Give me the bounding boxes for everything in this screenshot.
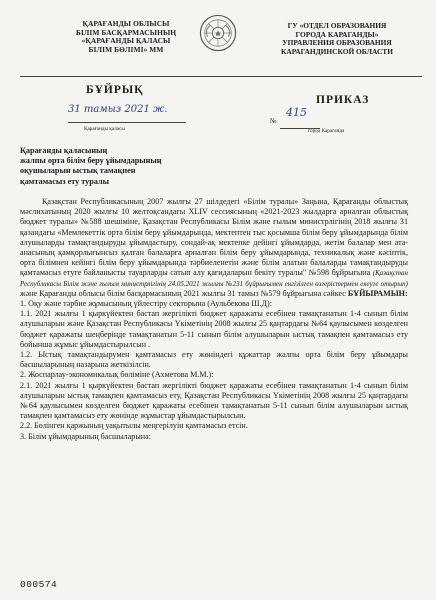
org-name-russian — [258, 22, 416, 56]
subject-line: қамтамасыз ету туралы — [20, 176, 109, 186]
subject-line: Қарағанды қаласының — [20, 146, 108, 155]
org-line: БІЛІМ БАСҚАРМАСЫНЫҢ — [75, 27, 177, 37]
list-item: 1. Оқу және тәрбие жұмысының үйлестіру секторына (Аульбекова Ш.Д): — [20, 299, 272, 309]
amendment-note: (Қазақстан Республикасы Білім және ғылым министрлігінің 24.05.2021 жылғы №231 бұйрығымен енгізілген өзгерістермен екеуге отырып) — [20, 269, 408, 288]
list-item: 1.1. 2021 жылғы 1 қыркүйектен бастап жергілікті бюджет қаражаты есебінен тамақтанатын 1-4 сынып білім алушыларын және Қазақстан Республикасы Үкіметінің 2008 жылғы 25 қаңтардағы №64 қаулысымен көзделген бюджет қаражаты шеңберінде тамақтанатын 5-11 сынып білім алушыларын ыстық тамақпен қамтамасыз ету бойынша жұмыс ұйымдастырылсын . — [20, 309, 408, 349]
org-line: ГОРОДА КАРАГАНДЫ» — [295, 29, 379, 39]
org-line: УПРАВЛЕНИЯ ОБРАЗОВАНИЯ — [282, 38, 392, 48]
document-body — [20, 197, 408, 442]
preamble-text: Қазақстан Республикасының 2007 жылғы 27 шілдедегі «Білім туралы» Заңына, Қарағанды облыстық мәслихатының 2020 жылғы 10 желтоқсандағы XLIV сессиясының «2021-2023 жылдарға арналған облыстық бюджет туралы» №588 шешіміне, Қазақстан Республикасы Білім және ғылым министрлігінің 2018 жылғы 31 қазандағы «Мемлекеттік орта білім беру ұйымдарында, мектептен тыс қосымша білім беру ұйымдарында білім алушыларды тамақтандыруды ұйымдастыру, сондай-ақ мектепке дейінгі ұйымдарда, жетім балалар мен ата-анасының қамқорлығынсыз қалған балаларға арналған білім беру ұйымдарында, техникалық және кәсіптік, орта білімнен кейінгі білім беру ұйымдарында тәрбиеленетін және білім алатын балаларды тамақтандыруды қамтамасыз етуге байланысты тауарларды сатып алу қағидаларын бекіту туралы" №598 бұйрығына — [20, 197, 408, 278]
document-subject — [20, 146, 250, 187]
header-divider — [20, 76, 422, 77]
org-line: КАРАГАНДИНСКОЙ ОБЛАСТИ — [281, 46, 393, 56]
city-russian: город Караганда — [308, 128, 345, 134]
org-line: ГУ «ОТДЕЛ ОБРАЗОВАНИЯ — [287, 21, 387, 30]
subject-line: оқушыларын ыстық тамақпен — [20, 166, 136, 176]
order-word: БҰЙЫРАМЫН: — [347, 288, 408, 298]
org-line: «ҚАРАҒАНДЫ ҚАЛАСЫ — [81, 36, 171, 46]
state-emblem-icon — [199, 14, 237, 52]
list-item: 2. Жоспарлау-экономикалық бөліміне (Ахметова М.М.): — [20, 370, 214, 380]
list-item: 2.1. 2021 жылғы 1 қыркүйектен бастап жергілікті бюджет қаражаты есебінен тамақтанатын 1-4 сынып білім алушыларын ыстық тамақпен қамтамасыз ету, Қазақстан Республикасы Үкіметінің 2008 жылғы 25 қаңтардағы №64 қаулысымен көзделген бюджет қаражаты есебінен тамақтанатын 5-11 сынып білім алушыларын ыстық тамақпен қамтамасыз ету жөнінде жұмыстар ұйымдастырылсын. — [20, 380, 408, 421]
document-title-russian: ПРИКАЗ — [316, 94, 370, 106]
handwritten-date: 31 тамыз 2021 ж. — [68, 104, 168, 115]
list-item: 1.2. Ыстық тамақтандырумен қамтамасыз ету жөніндегі құжаттар жалпы орта білім беру ұйымдары басшыларының назарына жеткізілсін. — [20, 350, 408, 370]
number-label: № — [270, 117, 277, 125]
document-title-kazakh: БҰЙРЫҚ — [86, 84, 144, 96]
preamble-text-continued: және Қарағанды облысы білім басқармасының 2021 жылғы 31 тамыз №579 бұйрығына сәйкес — [20, 288, 346, 298]
handwritten-number: 415 — [286, 106, 307, 119]
list-item: 3. Білім ұйымдарының басшыларына: — [20, 431, 151, 441]
subject-line: жалпы орта білім беру ұйымдарының — [20, 156, 162, 166]
org-line: ҚАРАҒАНДЫ ОБЛЫСЫ — [82, 19, 170, 28]
city-kazakh: Қарағанды қаласы — [84, 126, 125, 132]
org-name-kazakh — [50, 20, 202, 54]
org-line: БІЛІМ БӨЛІМІ» ММ — [88, 44, 164, 54]
list-item: 2.2. Бөлінген қаржының уақытылы меңгерілуін қамтамасыз етсін. — [20, 421, 248, 431]
preamble-paragraph — [20, 197, 408, 299]
document-serial-number: 000574 — [20, 579, 58, 590]
